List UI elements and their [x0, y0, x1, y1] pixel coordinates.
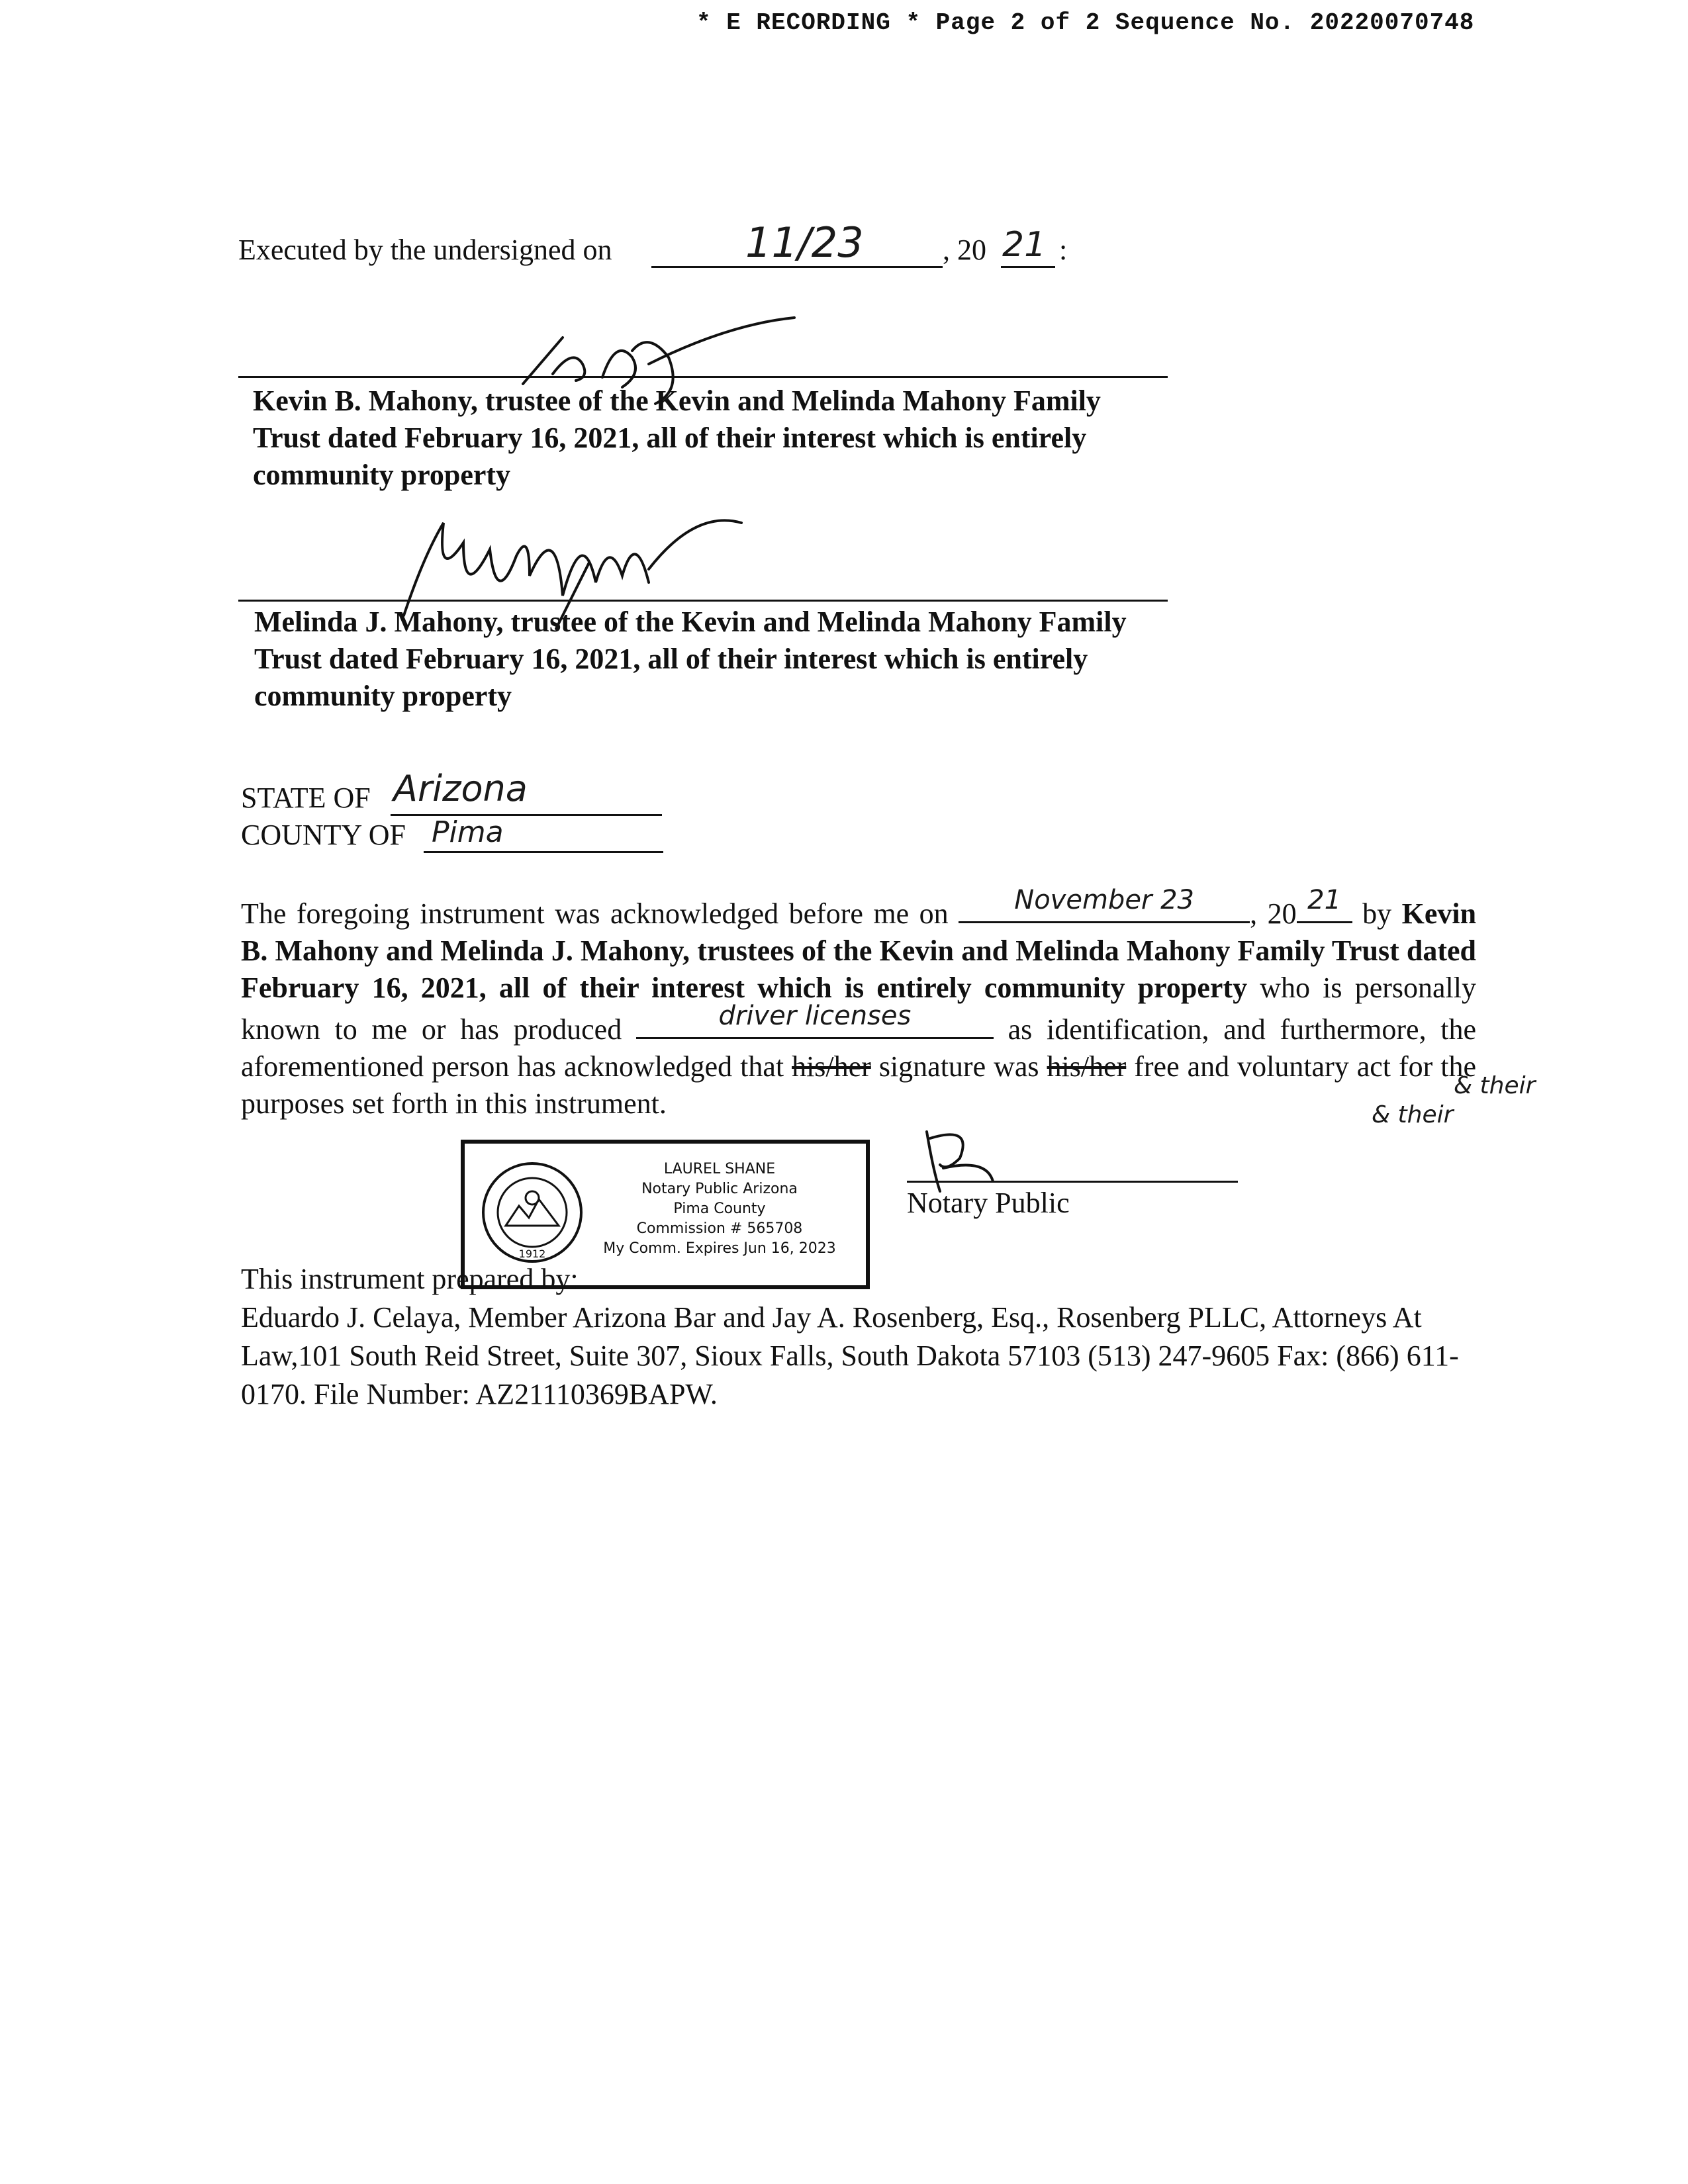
preparer-block	[241, 1260, 1499, 1414]
stamp-county: Pima County	[673, 1201, 766, 1217]
signature-line-2	[238, 600, 1168, 602]
state-handwritten: Arizona	[393, 768, 528, 809]
ack-id-field	[636, 1001, 994, 1039]
stamp-notary-title: Notary Public Arizona	[641, 1181, 798, 1197]
stamp-notary-name: LAUREL SHANE	[663, 1161, 776, 1177]
preparer-label: This instrument prepared by:	[241, 1263, 579, 1295]
ack-date-field	[959, 885, 1250, 923]
execution-year-handwritten: 21	[1002, 225, 1047, 265]
ack-id-handwritten: driver licenses	[718, 1001, 912, 1031]
ack-year-field	[1297, 885, 1352, 923]
county-line	[424, 851, 663, 853]
ack-year-prefix: , 20	[1250, 897, 1297, 930]
ack-date-handwritten: November 23	[1014, 885, 1194, 915]
stamp-text-block	[590, 1160, 849, 1259]
ack-year-handwritten: 21	[1307, 885, 1342, 915]
recording-header: * E RECORDING * Page 2 of 2 Sequence No. 20220070748	[696, 9, 1475, 36]
execution-date-handwritten: 11/23	[745, 218, 864, 267]
ack-text-5: free and voluntary act for the purposes set forth in this instrument.	[241, 1050, 1477, 1120]
ack-strike-1: his/her	[792, 1050, 871, 1083]
preparer-details: Eduardo J. Celaya, Member Arizona Bar and Jay A. Rosenberg, Esq., Rosenberg PLLC, Attorneys At Law,101 South Reid Street, Suite 307, Sioux Falls, South Dakota 57103 (513) 247-9605 Fax: (866) 611-0170. File Number: AZ21110369BAPW.	[241, 1301, 1459, 1410]
state-seal-icon	[479, 1160, 585, 1265]
acknowledgment-paragraph	[241, 885, 1477, 1122]
signer-1-caption: Kevin B. Mahony, trustee of the Kevin and Melinda Mahony Family Trust dated February 16, 2021, all of their interest which is entirely community property	[253, 385, 1101, 491]
ack-strike-2: his/her	[1047, 1050, 1127, 1083]
ack-text-3: as identification, and furthermore, the aforementioned person has acknowledged that	[241, 1013, 1477, 1083]
execution-year-prefix: , 20	[943, 234, 986, 266]
ack-text-1: The foregoing instrument was acknowledged before me on	[241, 897, 949, 930]
ack-insert-1-handwritten: & their	[1454, 1072, 1536, 1099]
notary-signature-line	[907, 1181, 1238, 1183]
ack-bold-names: Kevin B. Mahony and Melinda J. Mahony, trustees of the Kevin and Melinda Mahony Family Trust dated February 16, 2021, all of their interest which is entirely community property	[241, 897, 1477, 1004]
execution-year-line	[1001, 266, 1055, 268]
execution-suffix: :	[1059, 234, 1068, 266]
county-label: COUNTY OF	[241, 819, 406, 851]
ack-text-2: who is personally known to me or has produced	[241, 972, 1477, 1046]
state-label: STATE OF	[241, 782, 371, 814]
county-handwritten: Pima	[432, 815, 504, 849]
signature-line-1	[238, 376, 1168, 378]
seal-year: 1912	[518, 1248, 546, 1260]
notary-public-label: Notary Public	[907, 1187, 1070, 1219]
signer-2-caption: Melinda J. Mahony, trustee of the Kevin and Melinda Mahony Family Trust dated February 16, 2021, all of their interest which is entirely community property	[254, 606, 1127, 712]
ack-by: by	[1362, 897, 1392, 930]
ack-text-4: signature was	[878, 1050, 1039, 1083]
stamp-expires: My Comm. Expires Jun 16, 2023	[603, 1240, 836, 1257]
execution-label: Executed by the undersigned on	[238, 234, 612, 266]
ack-insert-2-handwritten: & their	[1372, 1101, 1454, 1128]
stamp-commission: Commission # 565708	[636, 1220, 803, 1237]
